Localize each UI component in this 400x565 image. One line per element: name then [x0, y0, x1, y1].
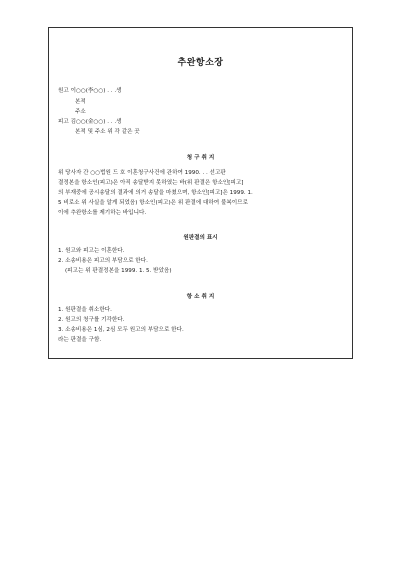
- appeal-heading: 항 소 취 지: [186, 294, 215, 300]
- appeal-closing: 라는 판결을 구함.: [58, 337, 102, 343]
- judgment-item: 1. 원고와 피고는 이혼한다.: [58, 248, 125, 254]
- claim-heading: 청 구 취 지: [186, 155, 215, 161]
- claim-line: 결정본을 항소인(피고)은 아직 송달받지 못하였는 바(위 판결은 항소인[피고]: [58, 180, 244, 186]
- claim-line: 이에 추완항소를 제기하는 바입니다.: [58, 210, 147, 216]
- defendant-address-note: 본적 및 주소 위 각 같은 곳: [75, 129, 140, 135]
- claim-line: 5 비로소 위 사실을 알게 되었음) 항소인(피고)은 위 판결에 대하여 불복이므로: [58, 200, 248, 206]
- plaintiff-residence-label: 주소: [75, 109, 86, 115]
- claim-line: 위 당사자 간 ○○법원 드 호 이혼청구사건에 관하여 1990. . . 선고판: [58, 170, 226, 176]
- appeal-item: 2. 원고의 청구를 기각한다.: [58, 317, 125, 323]
- appeal-item: 1. 원판결을 취소한다.: [58, 307, 112, 313]
- plaintiff-line: 원고 이○○(李○○) . . .생: [58, 88, 122, 94]
- claim-line: 의 부재중에 공시송달의 결과에 의거 송달을 마쳤으며, 항소인[피고]은 1999. 1.: [58, 190, 253, 196]
- plaintiff-address-label: 본적: [75, 99, 86, 105]
- judgment-note: (피고는 위 판결정본을 1999. 1. 5. 받았음): [65, 268, 172, 274]
- judgment-heading: 원판결의 표시: [183, 235, 218, 241]
- document-title: 추완항소장: [177, 58, 224, 68]
- appeal-item: 3. 소송비용은 1심, 2심 모두 원고의 부담으로 한다.: [58, 327, 184, 333]
- claim-body: [58, 168, 344, 218]
- document-page: [48, 27, 353, 359]
- defendant-line: 피고 김○○(金○○) . . .생: [58, 119, 122, 125]
- judgment-item: 2. 소송비용은 피고의 부담으로 한다.: [58, 258, 148, 264]
